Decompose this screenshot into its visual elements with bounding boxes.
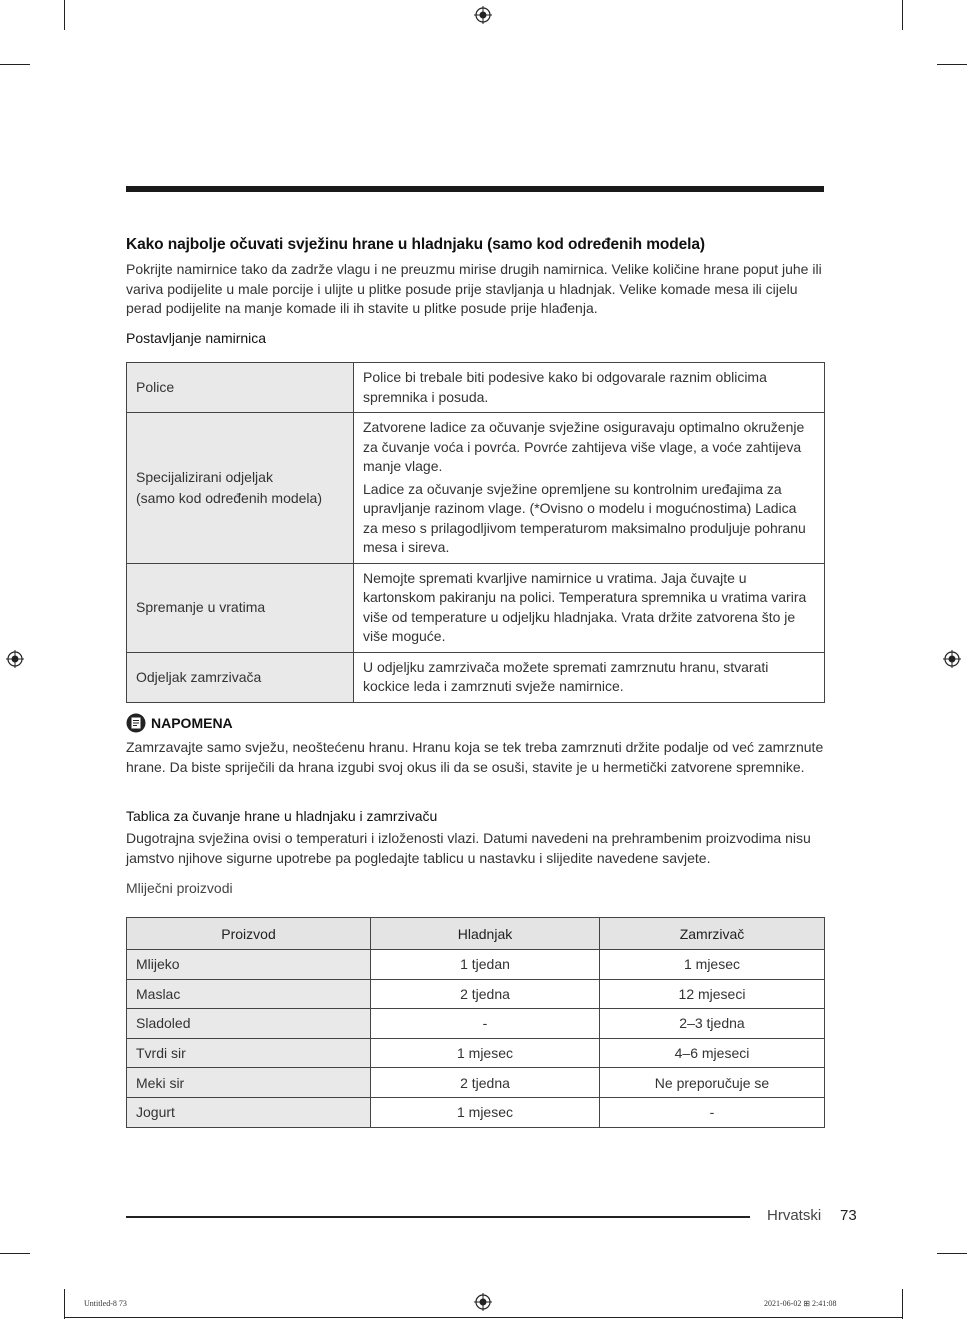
dairy-column-header: Zamrzivač	[600, 918, 825, 950]
note-header	[126, 713, 233, 733]
crop-mark	[64, 0, 65, 30]
section-top-rule	[126, 186, 824, 192]
freezer-cell: 12 mjeseci	[600, 979, 825, 1009]
freezer-cell: 2–3 tjedna	[600, 1009, 825, 1039]
dairy-column-header: Hladnjak	[371, 918, 600, 950]
placement-value	[354, 363, 825, 413]
table-row	[127, 950, 825, 980]
freezer-cell: 1 mjesec	[600, 950, 825, 980]
fridge-cell: -	[371, 1009, 600, 1039]
section-heading: Kako najbolje očuvati svježinu hrane u hladnjaku (samo kod određenih modela)	[126, 236, 705, 253]
storage-title: Tablica za čuvanje hrane u hladnjaku i zamrzivaču	[126, 808, 438, 824]
placement-value-paragraph: Zatvorene ladice za očuvanje svježine osiguravaju optimalno okruženje za čuvanje voća i povrća. Povrće zahtijeva više vlage, a voće zahtijeva manje vlage.	[363, 419, 805, 474]
table-row	[127, 1038, 825, 1068]
product-cell: Meki sir	[127, 1068, 371, 1098]
placement-value-paragraph: Nemojte spremati kvarljive namirnice u vratima. Jaja čuvajte u kartonskom pakiranju na polici. Temperatura spremnika u vratima varira više od temperature u odjeljku hladnjaka. Vrata držite zatvorena što je više moguće.	[363, 569, 807, 644]
crop-mark	[902, 0, 903, 30]
dairy-column-header: Proizvod	[127, 918, 371, 950]
product-cell: Tvrdi sir	[127, 1038, 371, 1068]
slug-right: 2021-06-02 ⊞ 2:41:08	[764, 1299, 837, 1308]
product-cell: Sladoled	[127, 1009, 371, 1039]
note-text: Zamrzavajte samo svježu, neoštećenu hranu. Hranu koja se tek treba zamrznuti držite podalje od već zamrznute hrane. Da biste spriječili da hrana izgubi svoj okus ili da se osuši, stavite je u hermetički zatvorene spremnike.	[126, 739, 824, 775]
placement-value-paragraph: U odjeljku zamrzivača možete spremati zamrznutu hranu, stvarati kockice leda i zamrznuti svježe namirnice.	[363, 658, 769, 694]
product-cell: Mlijeko	[127, 950, 371, 980]
freezer-cell: Ne preporučuje se	[600, 1068, 825, 1098]
placement-value	[354, 563, 825, 652]
crop-mark	[64, 1289, 65, 1319]
table-row	[127, 1068, 825, 1098]
freezer-cell: 4–6 mjeseci	[600, 1038, 825, 1068]
table-row	[127, 1009, 825, 1039]
product-cell: Jogurt	[127, 1097, 371, 1127]
product-cell: Maslac	[127, 979, 371, 1009]
placement-row	[127, 413, 825, 564]
intro-paragraph: Pokrijte namirnice tako da zadrže vlagu i ne preuzmu mirise drugih namirnica. Velike količine hrane poput juhe ili variva podijelite u male porcije i ulijte u plitke posude prije stavljanja u hladnjak. Velike komade mesa ili cijelu perad podijelite na manje komade ili ih stavite u plitke posude prije hlađenja.	[126, 261, 822, 316]
crop-mark	[0, 1253, 30, 1254]
registration-mark-icon	[6, 650, 24, 668]
registration-mark-icon	[474, 1293, 492, 1311]
table-row	[127, 1097, 825, 1127]
freezer-cell: -	[600, 1097, 825, 1127]
placement-value-paragraph: Ladice za očuvanje svježine opremljene su kontrolnim uređajima za upravljanje razinom vlage. (*Ovisno o modelu i mogućnostima) Ladica za meso s prilagodljivom temperaturom maksimalno produljuje pohranu mesa i sireva.	[363, 480, 806, 555]
placement-key: Police	[127, 363, 354, 413]
crop-mark	[937, 1253, 967, 1254]
dairy-title: Mliječni proizvodi	[126, 880, 233, 896]
slug-line	[64, 1317, 902, 1318]
placement-row	[127, 363, 825, 413]
note-icon	[126, 713, 146, 733]
fridge-cell: 1 mjesec	[371, 1038, 600, 1068]
fridge-cell: 2 tjedna	[371, 1068, 600, 1098]
dairy-table	[126, 917, 825, 1128]
storage-text: Dugotrajna svježina ovisi o temperaturi i izloženosti vlazi. Datumi navedeni na prehrambenim proizvodima nisu jamstvo njihove sigurne upotrebe pa pogledajte tablicu u nastavku i slijedite navedene savjete.	[126, 830, 811, 866]
placement-value	[354, 652, 825, 702]
registration-mark-icon	[474, 6, 492, 24]
footer-language: Hrvatski	[767, 1207, 822, 1224]
placement-table	[126, 362, 825, 703]
registration-mark-icon	[943, 650, 961, 668]
placement-value-paragraph: Police bi trebale biti podesive kako bi odgovarale raznim oblicima spremnika i posuda.	[363, 369, 767, 405]
placement-value	[354, 413, 825, 564]
table-row	[127, 979, 825, 1009]
placement-title: Postavljanje namirnica	[126, 330, 267, 346]
crop-mark	[0, 64, 30, 65]
crop-mark	[937, 64, 967, 65]
placement-key: Specijalizirani odjeljak (samo kod određenih modela)	[127, 413, 354, 564]
footer-rule	[126, 1216, 750, 1218]
slug-left: Untitled-8 73	[84, 1299, 127, 1308]
placement-key: Odjeljak zamrzivača	[127, 652, 354, 702]
placement-key: Spremanje u vratima	[127, 563, 354, 652]
page-number: 73	[840, 1207, 857, 1224]
placement-row	[127, 563, 825, 652]
note-label: NAPOMENA	[151, 715, 233, 731]
crop-mark	[902, 1289, 903, 1319]
fridge-cell: 1 tjedan	[371, 950, 600, 980]
fridge-cell: 1 mjesec	[371, 1097, 600, 1127]
placement-row	[127, 652, 825, 702]
fridge-cell: 2 tjedna	[371, 979, 600, 1009]
